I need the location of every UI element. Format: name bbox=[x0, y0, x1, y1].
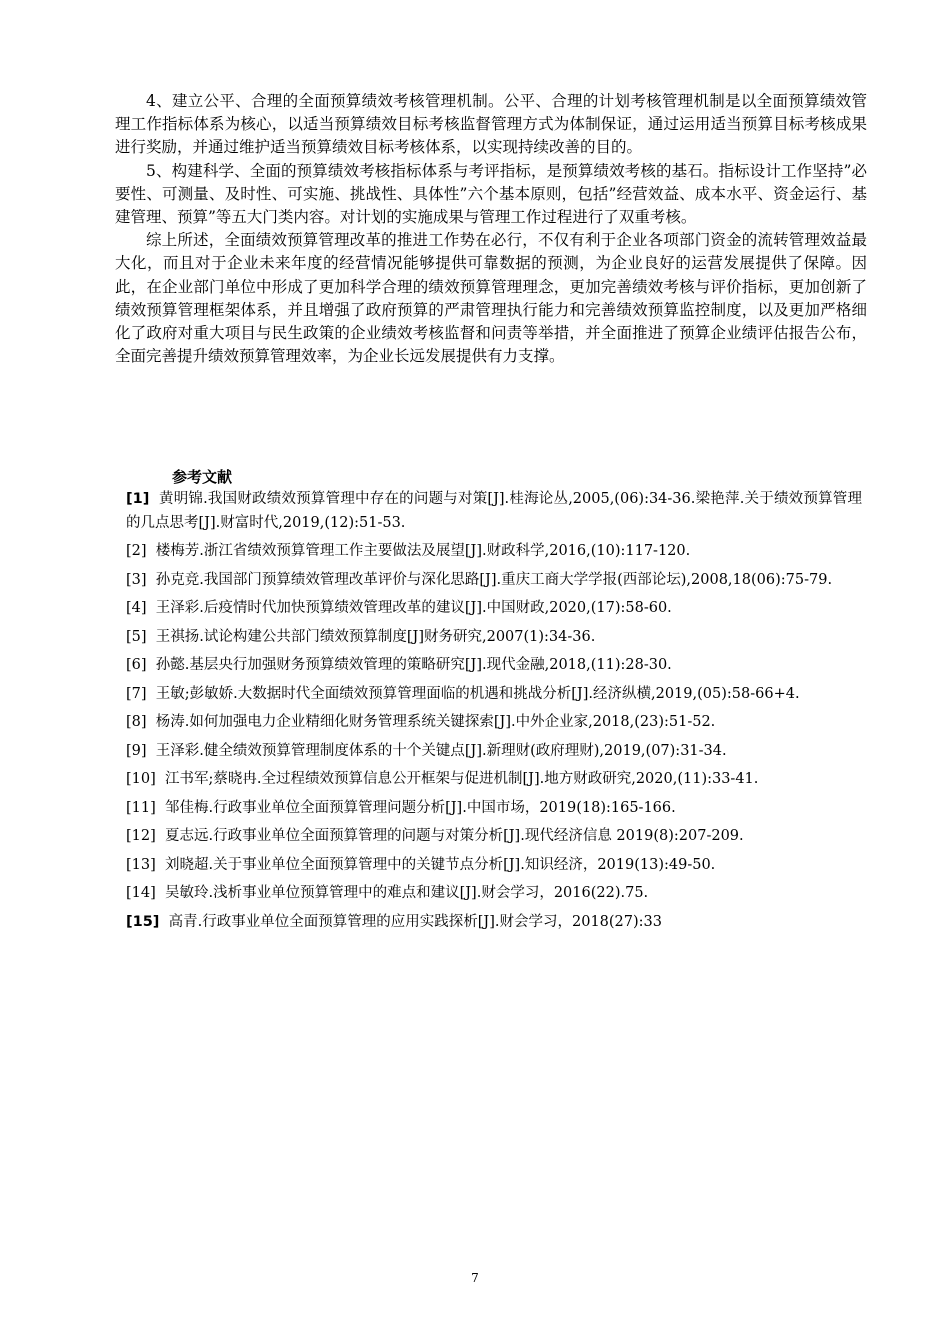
reference-text: 王祺扬.试论构建公共部门绩效预算制度[J]财务研究,2007(1):34-36. bbox=[155, 628, 596, 645]
reference-text: 夏志远.行政事业单位全面预算管理的问题与对策分析[J].现代经济信息 2019(8):207-209. bbox=[164, 828, 744, 844]
reference-item bbox=[126, 654, 862, 678]
reference-item bbox=[126, 540, 862, 564]
paragraph-4: 4、建立公平、合理的全面预算绩效考核管理机制。公平、合理的计划考核管理机制是以全面预算绩效管理工作指标体系为核心，以适当预算绩效目标考核监督管理方式为体制保证，通过运用适当预算目标考核成果进行奖励，并通过维护适当预算绩效目标考核体系，以实现持续改善的目的。 bbox=[115, 92, 867, 157]
reference-number: [12] bbox=[126, 828, 156, 844]
reference-item bbox=[126, 740, 862, 764]
paragraph-5: 5、构建科学、全面的预算绩效考核指标体系与考评指标，是预算绩效考核的基石。指标设计工作坚持”必要性、可测量、及时性、可实施、挑战性、具体性”六个基本原则，包括”经营效益、成本水平、资金运行、基建管理、预算”等五大门类内容。对计划的实施成果与管理工作过程进行了双重考核。 bbox=[115, 161, 867, 227]
reference-item bbox=[126, 797, 862, 821]
reference-text: 王泽彩.后疫情时代加快预算绩效管理改革的建议[J].中国财政,2020,(17):58-60. bbox=[155, 600, 672, 616]
reference-item bbox=[126, 854, 862, 878]
reference-number: [11] bbox=[126, 799, 156, 816]
reference-number: [4] bbox=[126, 600, 147, 616]
reference-number: [13] bbox=[126, 856, 156, 873]
reference-item bbox=[126, 488, 862, 535]
reference-number: [1] bbox=[126, 491, 150, 507]
reference-item bbox=[126, 911, 862, 935]
reference-text: 黄明锦.我国财政绩效预算管理中存在的问题与对策[J].桂海论丛,2005,(06):34-36.梁艳萍.关于绩效预算管理的几点思考[J].财富时代,2019,(12):51-53. bbox=[126, 491, 862, 531]
reference-text: 杨涛.如何加强电力企业精细化财务管理系统关键探索[J].中外企业家,2018,(23):51-52. bbox=[155, 714, 716, 730]
reference-text: 江书军;蔡晓冉.全过程绩效预算信息公开框架与促进机制[J].地方财政研究,2020,(11):33-41. bbox=[164, 771, 759, 787]
reference-text: 吴敏玲.浅析事业单位预算管理中的难点和建议[J].财会学习，2016(22).75. bbox=[164, 885, 649, 901]
reference-text: 高青.行政事业单位全面预算管理的应用实践探析[J].财会学习，2018(27):33 bbox=[168, 913, 663, 930]
reference-text: 孙克竞.我国部门预算绩效管理改革评价与深化思路[J].重庆工商大学学报(西部论坛),2008,18(06):75-79. bbox=[155, 571, 833, 588]
paragraph-conclusion: 综上所述，全面绩效预算管理改革的推进工作势在必行，不仅有利于企业各项部门资金的流转管理效益最大化，而且对于企业未来年度的经营情况能够提供可靠数据的预测，为企业良好的运营发展提供了保障。因此，在企业部门单位中形成了更加科学合理的绩效预算管理理念，更加完善绩效考核与评价指标，更加创新了绩效预算管理框架体系，并且增强了政府预算的严肃管理执行能力和完善绩效预算监控制度，以及更加严格细化了政府对重大项目与民生政策的企业绩效考核监督和问责等举措，并全面推进了预算企业绩评估报告公布，全面完善提升绩效预算管理效率，为企业长远发展提供有力支撑。 bbox=[115, 231, 867, 366]
reference-number: [6] bbox=[126, 657, 147, 673]
reference-number: [15] bbox=[126, 913, 160, 930]
reference-text: 楼梅芳.浙江省绩效预算管理工作主要做法及展望[J].财政科学,2016,(10):117-120. bbox=[155, 543, 691, 559]
reference-number: [10] bbox=[126, 771, 156, 787]
reference-item bbox=[126, 882, 862, 906]
reference-text: 王敏;彭敏娇.大数据时代全面绩效预算管理面临的机遇和挑战分析[J].经济纵横,2019,(05):58-66+4. bbox=[155, 685, 800, 702]
reference-item bbox=[126, 768, 862, 792]
reference-text: 刘晓超.关于事业单位全面预算管理中的关键节点分析[J].知识经济，2019(13):49-50. bbox=[164, 856, 716, 873]
reference-item bbox=[126, 597, 862, 621]
reference-number: [14] bbox=[126, 885, 156, 901]
reference-item bbox=[126, 825, 862, 849]
reference-number: [8] bbox=[126, 714, 147, 730]
reference-text: 邹佳梅.行政事业单位全面预算管理问题分析[J].中国市场，2019(18):165-166. bbox=[164, 799, 676, 816]
reference-number: [2] bbox=[126, 543, 147, 559]
reference-number: [9] bbox=[126, 742, 147, 759]
reference-number: [3] bbox=[126, 571, 147, 588]
reference-text: 王泽彩.健全绩效预算管理制度体系的十个关键点[J].新理财(政府理财),2019,(07):31-34. bbox=[155, 742, 727, 759]
reference-item bbox=[126, 569, 862, 593]
reference-text: 孙懿.基层央行加强财务预算绩效管理的策略研究[J].现代金融,2018,(11):28-30. bbox=[155, 657, 672, 673]
references-list bbox=[126, 488, 862, 939]
reference-item bbox=[126, 711, 862, 735]
reference-item bbox=[126, 683, 862, 707]
reference-number: [7] bbox=[126, 685, 147, 702]
reference-item bbox=[126, 626, 862, 650]
body-text bbox=[115, 90, 867, 368]
page-number: 7 bbox=[471, 1271, 479, 1285]
reference-number: [5] bbox=[126, 628, 147, 645]
references-heading: 参考文献 bbox=[172, 468, 233, 486]
